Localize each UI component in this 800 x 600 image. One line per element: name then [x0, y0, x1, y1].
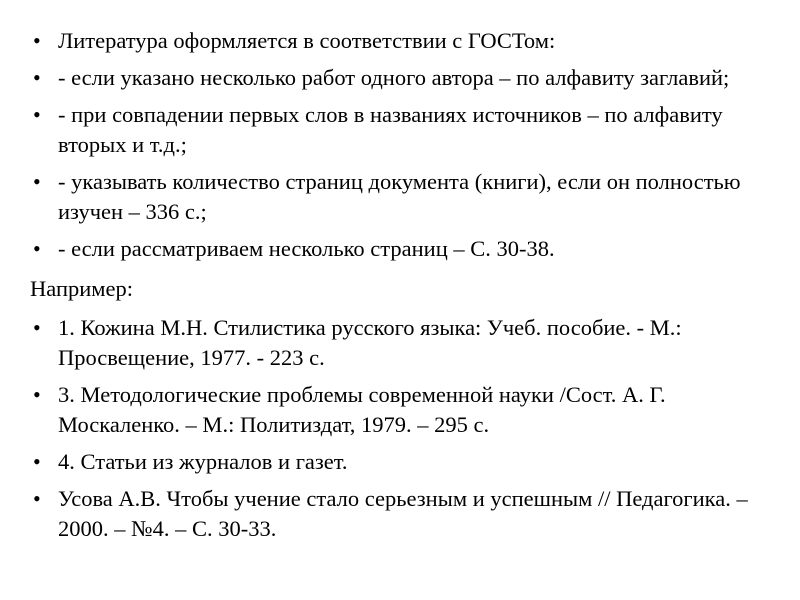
list-item: • - при совпадении первых слов в названиях источников – по алфавиту вторых и т.д.; [30, 100, 770, 160]
list-item: • Усова А.В. Чтобы учение стало серьезным и успешным // Педагогика. – 2000. – №4. – С. 30-33. [30, 484, 770, 544]
list-item: • - если рассматриваем несколько страниц – С. 30-38. [30, 234, 770, 264]
list-item: • - указывать количество страниц документа (книги), если он полностью изучен – 336 с.; [30, 167, 770, 227]
rules-list [30, 26, 770, 264]
examples-list [30, 313, 770, 544]
example-heading: Например: [30, 276, 133, 301]
list-item: • 1. Кожина М.Н. Стилистика русского языка: Учеб. пособие. - М.: Просвещение, 1977. - 223 с. [30, 313, 770, 373]
list-item: • 3. Методологические проблемы современной науки /Сост. А. Г. Москаленко. – М.: Политиздат, 1979. – 295 с. [30, 380, 770, 440]
list-item: • Литература оформляется в соответствии с ГОСТом: [30, 26, 770, 56]
list-item: • 4. Статьи из журналов и газет. [30, 447, 770, 477]
list-item: • - если указано несколько работ одного автора – по алфавиту заглавий; [30, 63, 770, 93]
